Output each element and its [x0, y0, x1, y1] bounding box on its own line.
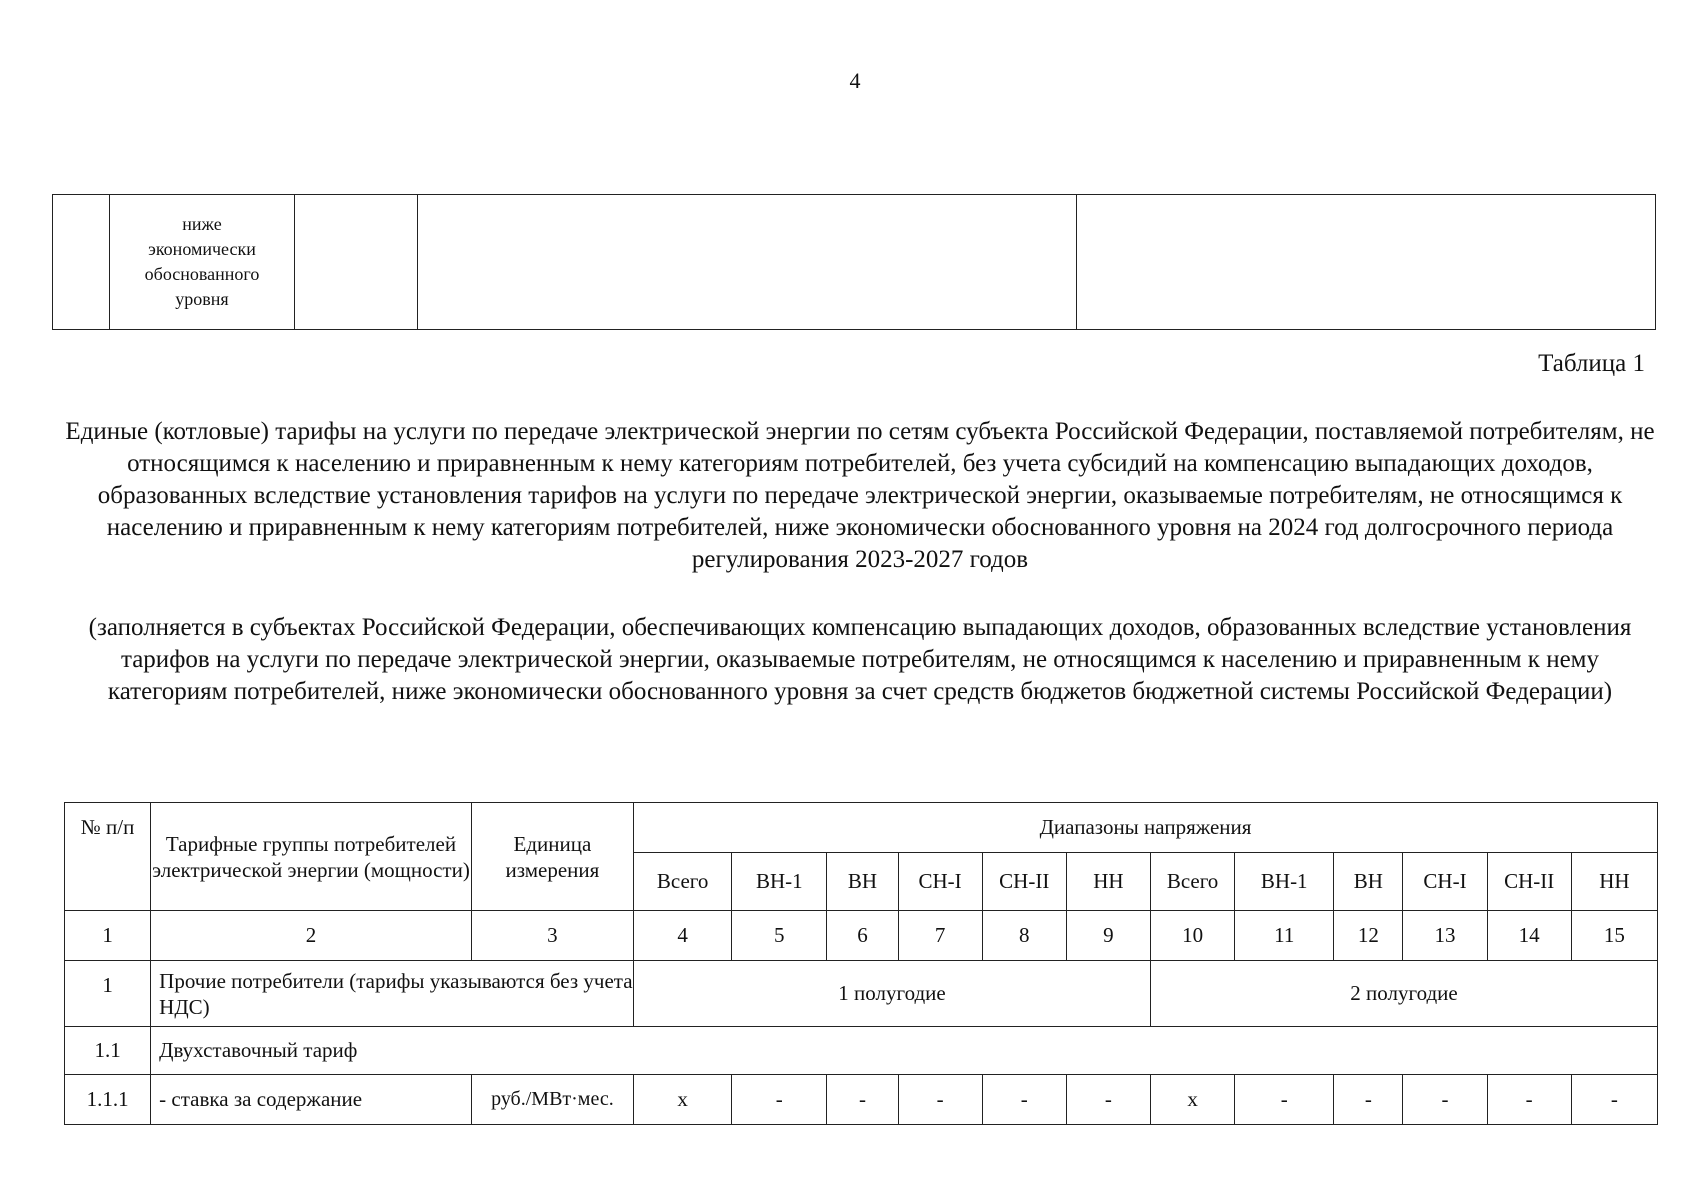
row-value: -	[1487, 1075, 1571, 1125]
col-number: 14	[1487, 911, 1571, 961]
header-sub: СН-II	[1487, 853, 1571, 911]
continuation-line: уровня	[175, 289, 229, 309]
header-sub: ВН-1	[1235, 853, 1334, 911]
table-row	[65, 1027, 1658, 1075]
row-name: Двухставочный тариф	[151, 1027, 1658, 1075]
table-subtitle: (заполняется в субъектах Российской Федерации, обеспечивающих компенсацию выпадающих доходов, образованных вследствие установления тарифов на услуги по передаче электрической энергии, оказываемые потребителям, не относящимся к населению и приравненным к нему категориям потребителей, ниже экономически обоснованного уровня за счет средств бюджетов бюджетной системы Российской Федерации)	[88, 614, 1632, 705]
continuation-line: обоснованного	[144, 264, 260, 284]
page-number: 4	[849, 68, 861, 93]
col-number: 1	[65, 911, 151, 961]
column-number-row	[65, 911, 1658, 961]
header-num: № п/п	[65, 803, 151, 911]
continuation-cell-empty	[418, 195, 1077, 330]
header-sub: НН	[1571, 853, 1657, 911]
row-value: -	[732, 1075, 827, 1125]
header-sub: Всего	[634, 853, 732, 911]
row-half-1: 1 полугодие	[634, 961, 1151, 1027]
continuation-line: экономически	[148, 239, 256, 259]
col-number: 3	[471, 911, 633, 961]
table-row	[65, 1075, 1658, 1125]
row-value: -	[898, 1075, 982, 1125]
row-unit: руб./МВт·мес.	[471, 1075, 633, 1125]
table-label: Таблица 1	[1538, 350, 1645, 377]
row-value: -	[827, 1075, 898, 1125]
col-number: 9	[1066, 911, 1150, 961]
header-sub: Всего	[1150, 853, 1234, 911]
col-number: 15	[1571, 911, 1657, 961]
header-voltage-ranges: Диапазоны напряжения	[634, 803, 1658, 853]
row-value: x	[1150, 1075, 1234, 1125]
table-row	[65, 961, 1658, 1027]
continuation-line: ниже	[182, 214, 222, 234]
row-value: -	[1066, 1075, 1150, 1125]
header-sub: СН-I	[898, 853, 982, 911]
table-title: Единые (котловые) тарифы на услуги по передаче электрической энергии по сетям субъекта Российской Федерации, поставляемой потребителям, не относящимся к населению и приравненным к нему категориям потребителей, без учета субсидий на компенсацию выпадающих доходов, образованных вследствие установления тарифов на услуги по передаче электрической энергии, оказываемые потребителям, не относящимся к населению и приравненным к нему категориям потребителей, ниже экономически обоснованного уровня на 2024 год долгосрочного периода регулирования 2023-2027 годов	[65, 418, 1655, 573]
continuation-cell-empty	[295, 195, 418, 330]
header-sub: ВН-1	[732, 853, 827, 911]
row-value: -	[1403, 1075, 1487, 1125]
continuation-table	[52, 194, 1656, 330]
header-sub: ВН	[827, 853, 898, 911]
col-number: 12	[1334, 911, 1403, 961]
row-value: -	[1334, 1075, 1403, 1125]
row-num: 1	[65, 961, 151, 1027]
tariff-table	[64, 802, 1658, 1125]
col-number: 2	[151, 911, 472, 961]
header-group: Тарифные группы потребителей электрической энергии (мощности)	[151, 803, 472, 911]
row-name: - ставка за содержание	[151, 1075, 472, 1125]
col-number: 7	[898, 911, 982, 961]
row-num: 1.1.1	[65, 1075, 151, 1125]
col-number: 4	[634, 911, 732, 961]
header-sub: СН-I	[1403, 853, 1487, 911]
col-number: 10	[1150, 911, 1234, 961]
header-sub: НН	[1066, 853, 1150, 911]
row-value: -	[1571, 1075, 1657, 1125]
header-unit: Единица измерения	[471, 803, 633, 911]
row-half-2: 2 полугодие	[1150, 961, 1657, 1027]
row-value: -	[1235, 1075, 1334, 1125]
row-num: 1.1	[65, 1027, 151, 1075]
col-number: 13	[1403, 911, 1487, 961]
row-value: x	[634, 1075, 732, 1125]
col-number: 11	[1235, 911, 1334, 961]
header-sub: ВН	[1334, 853, 1403, 911]
header-row-1	[65, 803, 1658, 853]
col-number: 8	[982, 911, 1066, 961]
row-name: Прочие потребители (тарифы указываются без учета НДС)	[151, 961, 634, 1027]
continuation-cell-empty	[53, 195, 110, 330]
row-value: -	[982, 1075, 1066, 1125]
continuation-cell-empty	[1077, 195, 1656, 330]
header-sub: СН-II	[982, 853, 1066, 911]
col-number: 5	[732, 911, 827, 961]
col-number: 6	[827, 911, 898, 961]
continuation-cell-text	[110, 195, 295, 330]
